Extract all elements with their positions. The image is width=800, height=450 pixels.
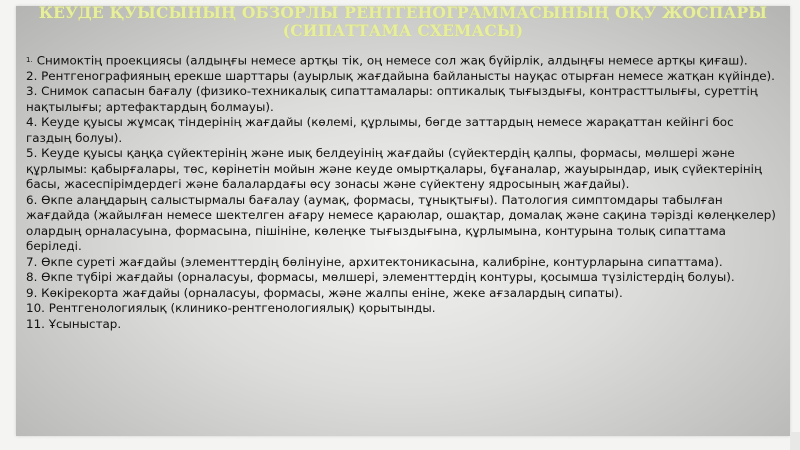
plan-item-10: [26, 301, 778, 317]
plan-item-text: Өкпе алаңдарың салыстырмалы бағалау (аумақ, формасы, тұнықтығы). Патология симптомдары табылған жағдайда (жайылған немесе шектелген ағару немесе қараюлар, ошақтар, домалақ және сақина тәрізді көлеңкелер) олардың орналасуына, формасына, пішініне, көлеңке тығыздығына, құрлымына, контурына толық сипаттама беріледі.: [26, 192, 776, 254]
plan-item-text: Рентгенографияның ерекше шарттары (ауырлық жағдайына байланысты науқас отырған немесе жатқан күйінде).: [41, 68, 775, 83]
slide-title-line-2: (СИПАТТАМА СХЕМАСЫ): [282, 21, 524, 40]
plan-item-number: 7.: [26, 254, 38, 269]
plan-item-7: [26, 255, 778, 271]
plan-item-text: Снимок сапасын бағалу (физико-техникалық сипаттамалары: оптикалық тығыздығы, контрасттылығы, суреттің нақтылығы; артефактардың болмауы).: [26, 84, 758, 114]
plan-item-number: 6.: [26, 192, 38, 207]
plan-item-6: [26, 193, 778, 255]
plan-item-text: Снимоктің проекциясы (алдыңғы немесе артқы тік, оң немесе сол жақ бүйірлік, алдыңғы немесе артқы қиғаш).: [36, 53, 748, 68]
plan-item-text: Кеуде қуысы жұмсақ тіндерінің жағдайы (көлемі, құрлымы, бөгде заттардың немесе жарақаттан кейінгі бос газдың болуы).: [26, 115, 734, 145]
plan-item-5: [26, 146, 778, 193]
plan-list: [26, 53, 778, 332]
plan-item-11: [26, 317, 778, 333]
plan-item-text: Кеуде қуысы қаңқа сүйектерінің және иық белдеуінің жағдайы (сүйектердің қалпы, формасы, мөлшері және құрлымы: қабырғалары, төс, көрінетін мойын және кеуде омыртқалары, бұғаналар, жауырындар, иық сүйектерінің басы, жасеспірімдердегі және балалардағы өсу зонасы және сүйектену ядросының жағдайы).: [26, 146, 762, 192]
plan-item-number: 8.: [26, 270, 38, 285]
plan-item-text: Өкпе суреті жағдайы (элементтердің бөлінуіне, архитектоникасына, калибріне, контурларына сипаттама).: [41, 254, 723, 269]
plan-item-4: [26, 115, 778, 146]
plan-item-text: Ұсыныстар.: [48, 316, 122, 331]
plan-item-number: 11.: [26, 316, 45, 331]
plan-item-1: [26, 53, 778, 69]
plan-item-number: 4.: [26, 115, 38, 130]
plan-item-text: Өкпе түбірі жағдайы (орналасуы, формасы, мөлшері, элементтердің контуры, қосымша түзілістердің болуы).: [41, 270, 735, 285]
slide-corner-decoration: [790, 432, 800, 450]
plan-item-number: 5.: [26, 146, 38, 161]
plan-item-3: [26, 84, 778, 115]
slide-title: [16, 4, 790, 40]
plan-item-2: [26, 69, 778, 85]
plan-item-number: 2.: [26, 68, 38, 83]
plan-item-9: [26, 286, 778, 302]
plan-item-number: 10.: [26, 301, 45, 316]
plan-item-number: 3.: [26, 84, 38, 99]
plan-item-text: Көкірекорта жағдайы (орналасуы, формасы, және жалпы еніне, жеке ағзалардың сипаты).: [41, 285, 623, 300]
plan-item-number: 1.: [26, 56, 33, 64]
plan-item-8: [26, 270, 778, 286]
slide-title-line-1: КЕУДЕ ҚУЫСЫНЫҢ ОБЗОРЛЫ РЕНТГЕНОГРАММАСЫНЫҢ ОҚУ ЖОСПАРЫ: [38, 3, 768, 22]
plan-item-text: Рентгенологиялық (клинико-рентгенологиялық) қорытынды.: [48, 301, 436, 316]
plan-item-number: 9.: [26, 285, 38, 300]
